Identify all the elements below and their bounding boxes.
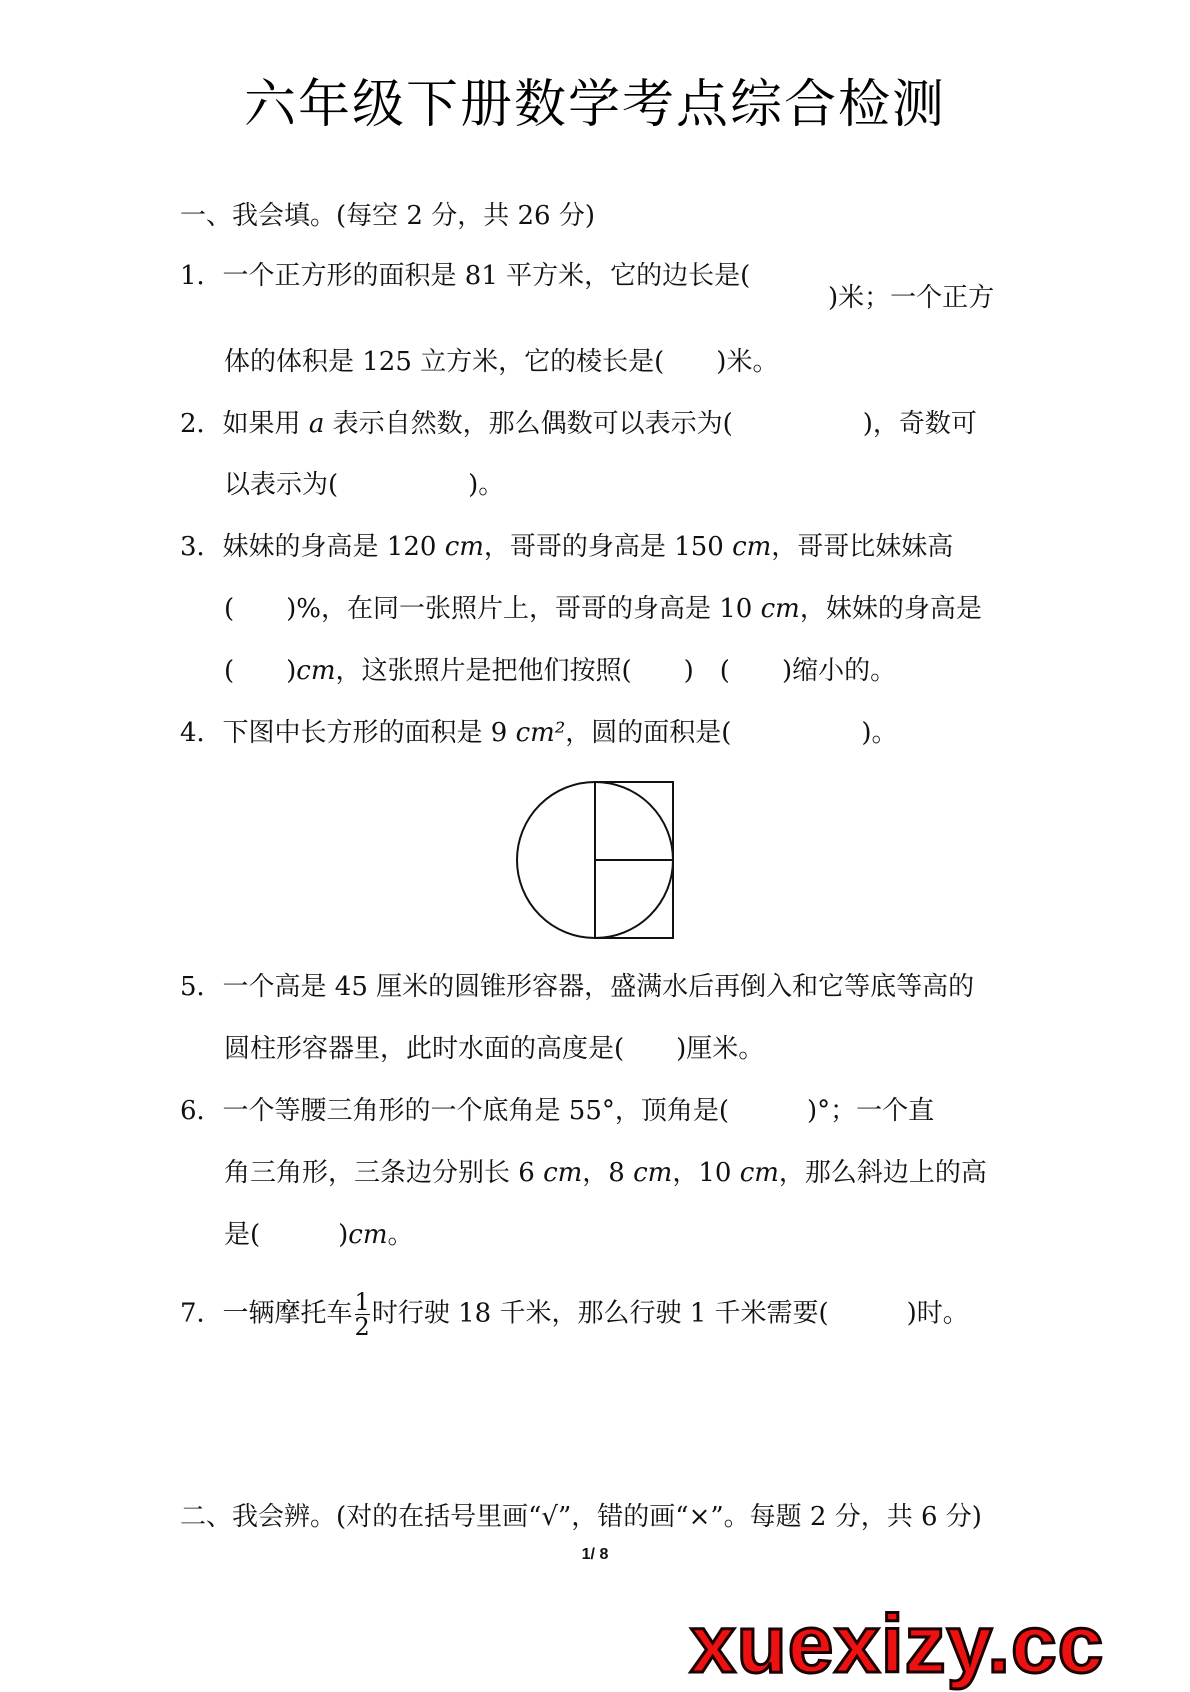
q3-unit-1: cm (444, 532, 484, 562)
question-3-line-3 (224, 651, 896, 691)
q3-unit-4: cm (296, 656, 336, 686)
q6-unit-2: cm (633, 1158, 673, 1188)
question-2-line-2: 以表示为( )。 (224, 470, 505, 500)
q6-line3-a: 是( ) (224, 1220, 349, 1250)
q4-unit: cm² (515, 718, 566, 748)
question-5-line-2: 圆柱形容器里，此时水面的高度是( )厘米。 (224, 1034, 765, 1064)
section-1-heading: 一、我会填。(每空 2 分，共 26 分) (180, 201, 595, 231)
q7-fraction (355, 1290, 370, 1339)
q3-line2-a: ( )%，在同一张照片上，哥哥的身高是 10 (224, 594, 761, 624)
q6-line2-a: 角三角形，三条边分别长 6 (224, 1158, 544, 1188)
q7-fraction-numerator: 1 (354, 1288, 370, 1316)
question-3-line-1 (180, 527, 953, 567)
question-6-line-1: 6．一个等腰三角形的一个底角是 55°，顶角是( )°；一个直 (180, 1096, 935, 1126)
question-1-line-2: 体的体积是 125 立方米，它的棱长是( )米。 (224, 347, 779, 377)
page-title: 六年级下册数学考点综合检测 (243, 75, 946, 135)
q3-b: ，哥哥的身高是 150 (483, 532, 733, 562)
q4-b: ，圆的面积是( )。 (565, 718, 898, 748)
question-3-line-2 (224, 589, 982, 629)
q6-line2-d: ，那么斜边上的高 (778, 1158, 987, 1188)
q2-post: 表示自然数，那么偶数可以表示为( )，奇数可 (324, 409, 977, 439)
q3-line3-b: ，这张照片是把他们按照( ) ( )缩小的。 (335, 656, 897, 686)
q1-text: 1．一个正方形的面积是 81 平方米，它的边长是( (180, 261, 751, 291)
q6-line2-b: ，8 (582, 1158, 634, 1188)
question-1-line-1-end: )米；一个正方 (828, 283, 995, 313)
q3-line3-a: ( ) (224, 656, 297, 686)
question-4-line-1 (180, 713, 898, 753)
circle-rectangle-figure (512, 778, 682, 942)
q2-pre: 2．如果用 (180, 409, 309, 439)
question-6-line-2 (224, 1153, 987, 1193)
q6-unit-1: cm (543, 1158, 583, 1188)
q7-fraction-denominator: 2 (354, 1313, 370, 1341)
section-2-heading: 二、我会辨。(对的在括号里画“√”，错的画“×”。每题 2 分，共 6 分) (180, 1502, 982, 1532)
q3-line2-b: ，妹妹的身高是 (799, 594, 982, 624)
q3-c: ，哥哥比妹妹高 (771, 532, 954, 562)
q7-pre: 7．一辆摩托车 (180, 1298, 353, 1329)
q6-line3-b: 。 (387, 1220, 414, 1250)
page-number: 1/ 8 (581, 1546, 609, 1563)
q6-unit-4: cm (348, 1220, 388, 1250)
q3-unit-3: cm (760, 594, 800, 624)
question-1-line-1 (180, 256, 750, 296)
q7-post: 时行驶 18 千米，那么行驶 1 千米需要( )时。 (371, 1298, 969, 1329)
question-2-line-1 (180, 404, 977, 444)
question-6-line-3 (224, 1215, 414, 1255)
watermark-text: xuexizy.cc (690, 1599, 1105, 1690)
q6-line2-c: ，10 (672, 1158, 740, 1188)
question-5-line-1: 5．一个高是 45 厘米的圆锥形容器，盛满水后再倒入和它等底等高的 (180, 972, 975, 1002)
q6-unit-3: cm (739, 1158, 779, 1188)
q4-a: 4．下图中长方形的面积是 9 (180, 718, 516, 748)
question-7-line-1 (180, 1290, 969, 1339)
q3-a: 3．妹妹的身高是 120 (180, 532, 445, 562)
q3-unit-2: cm (732, 532, 772, 562)
q2-variable: a (308, 409, 325, 439)
